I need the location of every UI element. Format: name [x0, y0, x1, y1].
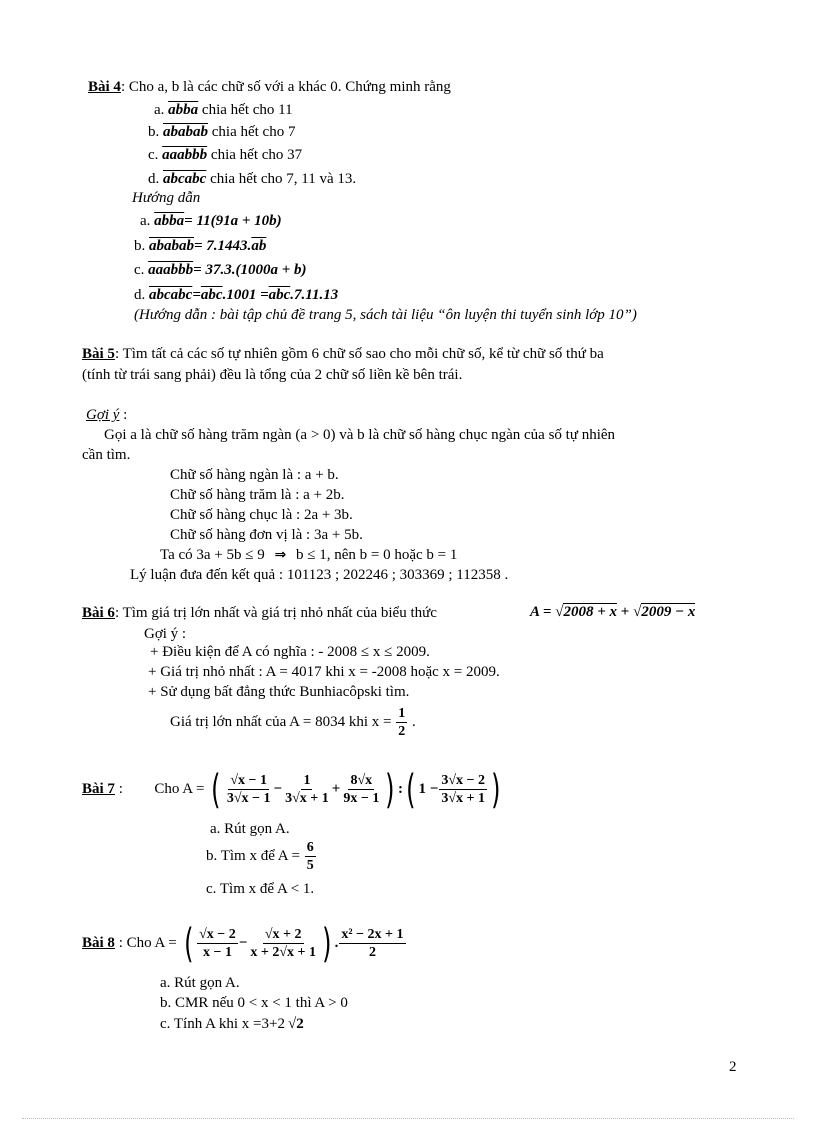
paren-left-icon: ( [183, 920, 194, 967]
overlined-number: ababab [163, 124, 208, 140]
bai8-c [160, 1015, 304, 1033]
question-text: c. Tính A khi x =3+2 [160, 1016, 285, 1032]
bai4-guide-a [140, 212, 282, 230]
denominator: 2 [398, 724, 406, 740]
bai6-line-4 [170, 702, 416, 742]
item-text: chia hết cho 11 [201, 102, 293, 118]
bai5-line1 [82, 345, 604, 363]
paren-right-icon: ) [322, 920, 332, 967]
bai4-item-c [148, 146, 302, 164]
equation: = 37.3.(1000a + b) [193, 262, 307, 278]
numerator: √x − 1 [230, 773, 268, 789]
hint-colon: : [123, 407, 128, 423]
numerator: √x + 2 [264, 927, 302, 943]
sqrt-icon: √ [555, 604, 564, 620]
operator: − [238, 935, 248, 951]
overlined-number: $\overline{abc}$ [200, 287, 223, 303]
operator: 1 − [418, 781, 439, 797]
numerator: 6 [306, 840, 314, 856]
period: . [412, 714, 416, 730]
page-bottom-divider [22, 1118, 794, 1119]
bai7-b [206, 836, 317, 876]
bai5-line2: (tính từ trái sang phải) đều là tổng của 2 chữ số liền kề bên trái. [82, 367, 463, 383]
expr-lhs: Cho A = [154, 781, 205, 797]
denominator: 5 [306, 858, 314, 874]
denominator: x + 2√x + 1 [250, 945, 316, 961]
overlined-number: abcabc [149, 287, 193, 303]
item-marker: d. [134, 287, 146, 303]
item-marker: a. [140, 213, 151, 229]
numerator: x² − 2x + 1 [341, 927, 404, 943]
bai8-label: Bài 8 [82, 935, 115, 951]
overlined-number: abba [154, 213, 185, 229]
fraction [305, 839, 316, 874]
bai8-heading [82, 918, 407, 968]
bai5-text: : Tìm tất cả các số tự nhiên gồm 6 chữ số sao cho mỗi chữ số, kể từ chữ số thứ ba [114, 346, 604, 362]
bai6-line-1: + Điều kiện để A có nghĩa : - 2008 ≤ x ≤ 2009. [150, 644, 430, 660]
fraction [225, 772, 273, 807]
bai4-label: Bài 4 [88, 79, 121, 95]
denominator: 3√x + 1 [285, 791, 329, 807]
item-text: chia hết cho 7, 11 và 13. [210, 171, 357, 187]
numerator: 1 [398, 706, 406, 722]
fraction [339, 926, 405, 961]
item-marker: c. [148, 147, 159, 163]
bai4-item-b [148, 123, 295, 141]
paren-right-icon: ) [491, 766, 501, 813]
colon: : [118, 935, 123, 951]
bai8-a: a. Rút gọn A. [160, 975, 240, 991]
bai7-c: c. Tìm x để A < 1. [206, 881, 315, 897]
colon: : [118, 781, 123, 797]
overlined-number: abba [168, 102, 199, 118]
bai6-line-3: + Sử dụng bất đẳng thức Bunhiacôpski tìm. [148, 684, 410, 700]
bai5-p2: cần tìm. [82, 447, 131, 463]
bai5-row-1: Chữ số hàng ngàn là : a + b. [170, 467, 339, 483]
paren-right-icon: ) [385, 766, 395, 813]
bai5-hint [86, 406, 127, 424]
numerator: 8√x [350, 773, 373, 789]
bai7-label: Bài 7 [82, 781, 115, 797]
bai5-row-3: Chữ số hàng chục là : 2a + 3b. [170, 507, 353, 523]
bai6-expression [530, 603, 695, 621]
overlined-number: aaabbb [148, 262, 194, 278]
fraction [197, 926, 238, 961]
question-text: b. Tìm x để A = [206, 848, 301, 864]
overlined-number: aaabbb [162, 147, 208, 163]
bai7-a: a. Rút gọn A. [210, 821, 290, 837]
bai4-note: (Hướng dẫn : bài tập chủ đề trang 5, sách tài liệu “ôn luyện thi tuyển sinh lớp 10”) [134, 307, 637, 323]
equation: .7.11.13 [290, 287, 339, 303]
item-marker: d. [148, 171, 160, 187]
expr-lhs: A = [530, 604, 552, 620]
inequality: Ta có 3a + 5b ≤ 9 [160, 547, 265, 563]
page-number: 2 [729, 1059, 737, 1075]
bai4-item-d [148, 170, 356, 188]
bai5-row-4: Chữ số hàng đơn vị là : 3a + 5b. [170, 527, 363, 543]
bai6-hint: Gợi ý : [144, 626, 187, 642]
operator: : [397, 781, 403, 797]
bai5-result: Lý luận đưa đến kết quả : 101123 ; 202246 ; 303369 ; 112358 . [130, 567, 509, 583]
overlined-number: abcabc [163, 171, 207, 187]
bai5-ta-co [160, 546, 457, 564]
max-value-text: Giá trị lớn nhất của A = 8034 khi x = [170, 714, 392, 730]
expr-lhs: Cho A = [126, 935, 177, 951]
fraction [283, 772, 331, 807]
equation: .1001 = [222, 287, 269, 303]
equation: = [192, 287, 201, 303]
bai4-item-a [154, 101, 293, 119]
paren-left-icon: ( [406, 766, 416, 813]
item-marker: a. [154, 102, 165, 118]
numerator: 1 [303, 773, 311, 789]
bai6-heading [82, 604, 437, 622]
item-marker: c. [134, 262, 145, 278]
fraction [341, 772, 381, 807]
bai5-row-2: Chữ số hàng trăm là : a + 2b. [170, 487, 345, 503]
item-marker: b. [134, 238, 146, 254]
overlined-number: $\overline{ab}$ [251, 238, 267, 254]
denominator: x − 1 [202, 945, 232, 961]
fraction [439, 772, 487, 807]
bai4-heading [88, 78, 451, 96]
bai8-b: b. CMR nếu 0 < x < 1 thì A > 0 [160, 995, 348, 1011]
sqrt-icon: √ [633, 604, 642, 620]
denominator: 2 [368, 945, 376, 961]
item-marker: b. [148, 124, 160, 140]
bai4-intro: : Cho a, b là các chữ số với a khác 0. Chứng minh rằng [120, 79, 451, 95]
operator: + [331, 781, 341, 797]
operator: + [620, 604, 630, 620]
bai4-guide-b [134, 237, 266, 255]
bai6-line-2: + Giá trị nhỏ nhất : A = 4017 khi x = -2008 hoặc x = 2009. [148, 664, 500, 680]
operator: − [273, 781, 283, 797]
bai4-guide-title: Hướng dẫn [132, 190, 201, 206]
fraction [248, 926, 318, 961]
bai4-guide-c [134, 261, 307, 279]
bai5-p1: Gọi a là chữ số hàng trăm ngàn (a > 0) và b là chữ số hàng chục ngàn của số tự nhiên [104, 427, 616, 443]
equation: = 7.1443. [194, 238, 252, 254]
operator: . [334, 935, 339, 951]
radicand: 2009 − x [641, 604, 696, 620]
numerator: 3√x − 2 [441, 773, 486, 789]
bai5-label: Bài 5 [82, 346, 115, 362]
denominator: 3√x + 1 [441, 791, 486, 807]
denominator: 3√x − 1 [226, 791, 271, 807]
denominator: 9x − 1 [343, 791, 380, 807]
radical-value: √2 [287, 1016, 304, 1032]
bai6-intro: : Tìm giá trị lớn nhất và giá trị nhỏ nhất của biểu thức [114, 605, 437, 621]
bai7-heading [82, 764, 504, 814]
item-text: chia hết cho 7 [211, 124, 296, 140]
implies-arrow-icon: ⇒ [274, 547, 287, 563]
overlined-number: $\overline{abc}$ [268, 287, 291, 303]
bai4-guide-d [134, 286, 338, 304]
paren-left-icon: ( [211, 766, 221, 813]
hint-label: Gợi ý [86, 407, 120, 423]
item-text: chia hết cho 37 [210, 147, 303, 163]
overlined-number: ababab [149, 238, 194, 254]
inequality-result: b ≤ 1, nên b = 0 hoặc b = 1 [296, 547, 458, 563]
equation: = 11(91a + 10b) [184, 213, 282, 229]
fraction [396, 705, 407, 740]
numerator: √x − 2 [199, 927, 236, 943]
radicand: 2008 + x [563, 604, 618, 620]
bai6-label: Bài 6 [82, 605, 115, 621]
